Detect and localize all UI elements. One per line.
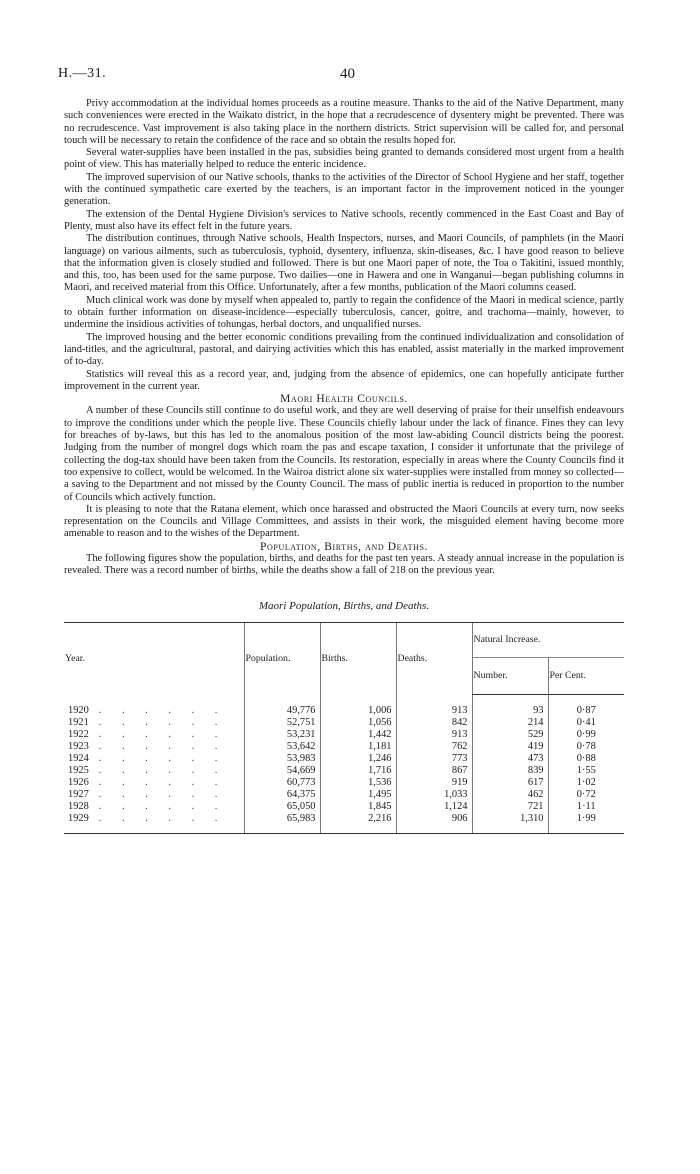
table-row <box>64 789 624 801</box>
section-heading-population: Population, Births, and Deaths. <box>260 540 428 553</box>
increase-percent-cell: 1·99 <box>548 813 624 834</box>
table-caption: Maori Population, Births, and Deaths. <box>258 599 430 612</box>
year-cell <box>64 753 244 765</box>
deaths-cell: 762 <box>396 741 472 753</box>
increase-percent-cell: 1·55 <box>548 765 624 777</box>
increase-number-cell: 1,310 <box>472 813 548 834</box>
leader-dots: . . . . . . <box>98 728 227 740</box>
column-header-population: Population. <box>244 622 320 694</box>
column-header-natural-increase: Natural Increase. <box>472 622 624 657</box>
population-cell: 53,983 <box>244 753 320 765</box>
deaths-cell: 913 <box>396 694 472 717</box>
increase-percent-cell: 1·11 <box>548 801 624 813</box>
year-cell <box>64 741 244 753</box>
page-header <box>58 66 642 88</box>
increase-percent-cell: 1·02 <box>548 777 624 789</box>
year-cell <box>64 694 244 717</box>
table-row <box>64 765 624 777</box>
year-label: 1928 <box>68 800 89 812</box>
paragraph: The improved housing and the better economic conditions prevailing from the continued individualization and consolidation of land-titles, and the agricultural, pastoral, and dairying activities which this has enabled, assist materially in the marked improvement of to-day. <box>64 331 624 368</box>
increase-number-cell: 214 <box>472 717 548 729</box>
population-cell: 53,231 <box>244 729 320 741</box>
births-cell: 1,006 <box>320 694 396 717</box>
leader-dots: . . . . . . <box>98 716 227 728</box>
increase-number-cell: 419 <box>472 741 548 753</box>
population-cell: 65,050 <box>244 801 320 813</box>
table-row <box>64 777 624 789</box>
increase-percent-cell: 0·87 <box>548 694 624 717</box>
increase-percent-cell: 0·41 <box>548 717 624 729</box>
increase-percent-cell: 0·99 <box>548 729 624 741</box>
table-row <box>64 813 624 834</box>
deaths-cell: 1,124 <box>396 801 472 813</box>
population-cell: 54,669 <box>244 765 320 777</box>
paragraph: The distribution continues, through Native schools, Health Inspectors, nurses, and Maori Councils, of pamphlets (in the Maori language) on various ailments, such as tuberculosis, typhoid, dysentery, influenza, skin-diseases, &c. I have good reason to believe that the information given is closely studied and followed. There is but one Maori paper of note, the Toa o Takitini, issued monthly, and this, too, has been used for the same purpose. Two dailies—one in Hawera and one in Wanganui—began publishing columns in Maori, and received material from this Office. Unfortunately, after a few months, publication of the Maori columns ceased. <box>64 233 624 294</box>
column-header-year: Year. <box>64 622 244 694</box>
increase-number-cell: 839 <box>472 765 548 777</box>
deaths-cell: 842 <box>396 717 472 729</box>
leader-dots: . . . . . . <box>98 704 227 716</box>
increase-number-cell: 462 <box>472 789 548 801</box>
births-cell: 1,246 <box>320 753 396 765</box>
leader-dots: . . . . . . <box>98 800 227 812</box>
page-number: 40 <box>340 66 355 82</box>
population-table <box>64 622 624 834</box>
increase-percent-cell: 0·78 <box>548 741 624 753</box>
column-header-number: Number. <box>472 657 548 694</box>
year-label: 1923 <box>68 740 89 752</box>
births-cell: 1,845 <box>320 801 396 813</box>
paragraph: The extension of the Dental Hygiene Division's services to Native schools, recently commenced in the East Coast and Bay of Plenty, must also have its effect felt in the future years. <box>64 208 624 232</box>
section-heading-councils: Maori Health Councils. <box>280 393 408 406</box>
population-cell: 64,375 <box>244 789 320 801</box>
table-row <box>64 753 624 765</box>
deaths-cell: 867 <box>396 765 472 777</box>
year-label: 1926 <box>68 776 89 788</box>
document-body <box>64 98 624 834</box>
paragraph: Several water-supplies have been installed in the pas, subsidies being granted to demands considered most urgent from a health point of view. This has materially helped to reduce the enteric incidence. <box>64 147 624 171</box>
year-cell <box>64 777 244 789</box>
year-label: 1924 <box>68 752 89 764</box>
population-cell: 60,773 <box>244 777 320 789</box>
year-cell <box>64 765 244 777</box>
increase-number-cell: 529 <box>472 729 548 741</box>
column-header-percent: Per Cent. <box>548 657 624 694</box>
population-cell: 53,642 <box>244 741 320 753</box>
deaths-cell: 919 <box>396 777 472 789</box>
increase-number-cell: 93 <box>472 694 548 717</box>
leader-dots: . . . . . . <box>98 776 227 788</box>
table-row <box>64 729 624 741</box>
deaths-cell: 773 <box>396 753 472 765</box>
year-label: 1920 <box>68 704 89 716</box>
year-cell <box>64 717 244 729</box>
year-cell <box>64 813 244 834</box>
table-row <box>64 717 624 729</box>
paragraph: Much clinical work was done by myself when appealed to, partly to regain the confidence of the Maori in medical science, partly to obtain further information on disease-incidence—especially tuberculosis, cancer, goitre, and trachoma—mainly, however, to undermine the insidious activities of tohungas, herbal doctors, and unqualified nurses. <box>64 294 624 331</box>
leader-dots: . . . . . . <box>98 740 227 752</box>
paragraph: The following figures show the population, births, and deaths for the past ten years. A steady annual increase in the population is revealed. There was a record number of births, while the deaths show a fall of 218 on the previous year. <box>64 552 624 577</box>
paragraph: A number of these Councils still continue to do useful work, and they are well deserving of praise for their unselfish endeavours to improve the conditions under which the people live. These Councils chiefly labour under the lack of finance. Fines they can levy for breaches of by-laws, but this has led to the anomalous position of the most law-abiding Council districts being the poorest. Judging from the number of mongrel dogs which roam the pas and escape taxation, I consider it unfortunate that the privilege of collecting the dog-tax should have been taken from the Councils. Its restoration, especially in areas where the County Councils find it too expensive to collect, would be welcomed. In the Wairoa district alone six water-supplies were installed from money so collected—a saving to the Department and not missed by the County Council. The mass of public inertia is reduced in proportion to the number of Councils which actively function. <box>64 405 624 503</box>
year-label: 1921 <box>68 716 89 728</box>
table-row <box>64 801 624 813</box>
leader-dots: . . . . . . <box>98 788 227 800</box>
year-cell <box>64 729 244 741</box>
leader-dots: . . . . . . <box>98 812 227 824</box>
report-reference: H.—31. <box>58 66 107 81</box>
paragraph: Privy accommodation at the individual homes proceeds as a routine measure. Thanks to the aid of the Native Department, many such conveniences were erected in the Waikato district, in the hope that a recrudescence of dysentery might be prevented. There was no recrudescence. Vast improvement is also taking place in the northern districts. Strict supervision will be called for, and personal touch will be necessary to retain the confidence of the race and so obtain the results hoped for. <box>64 98 624 146</box>
births-cell: 1,442 <box>320 729 396 741</box>
year-label: 1922 <box>68 728 89 740</box>
population-cell: 65,983 <box>244 813 320 834</box>
deaths-cell: 906 <box>396 813 472 834</box>
population-cell: 52,751 <box>244 717 320 729</box>
births-cell: 1,536 <box>320 777 396 789</box>
births-cell: 2,216 <box>320 813 396 834</box>
births-cell: 1,495 <box>320 789 396 801</box>
increase-number-cell: 617 <box>472 777 548 789</box>
increase-number-cell: 721 <box>472 801 548 813</box>
deaths-cell: 913 <box>396 729 472 741</box>
births-cell: 1,716 <box>320 765 396 777</box>
table-body <box>64 694 624 833</box>
table-row <box>64 741 624 753</box>
year-label: 1929 <box>68 812 89 824</box>
paragraph: The improved supervision of our Native schools, thanks to the activities of the Director of School Hygiene and her staff, together with the continued sympathetic care exerted by the teachers, is an important factor in the improvement noticed in the younger generation. <box>64 171 624 208</box>
increase-number-cell: 473 <box>472 753 548 765</box>
paragraph: Statistics will reveal this as a record year, and, judging from the absence of epidemics, one can hopefully anticipate further improvement in the current year. <box>64 368 624 392</box>
leader-dots: . . . . . . <box>98 764 227 776</box>
leader-dots: . . . . . . <box>98 752 227 764</box>
column-header-births: Births. <box>320 622 396 694</box>
increase-percent-cell: 0·88 <box>548 753 624 765</box>
year-label: 1927 <box>68 788 89 800</box>
increase-percent-cell: 0·72 <box>548 789 624 801</box>
population-cell: 49,776 <box>244 694 320 717</box>
column-header-deaths: Deaths. <box>396 622 472 694</box>
paragraph: It is pleasing to note that the Ratana element, which once harassed and obstructed the Maori Councils at every turn, now seeks representation on the Councils and Village Committees, and assists in their work, the misguided element having become more amenable to reason and to the wishes of the Department. <box>64 503 624 540</box>
births-cell: 1,181 <box>320 741 396 753</box>
deaths-cell: 1,033 <box>396 789 472 801</box>
births-cell: 1,056 <box>320 717 396 729</box>
year-cell <box>64 789 244 801</box>
year-label: 1925 <box>68 764 89 776</box>
table-row <box>64 694 624 717</box>
year-cell <box>64 801 244 813</box>
